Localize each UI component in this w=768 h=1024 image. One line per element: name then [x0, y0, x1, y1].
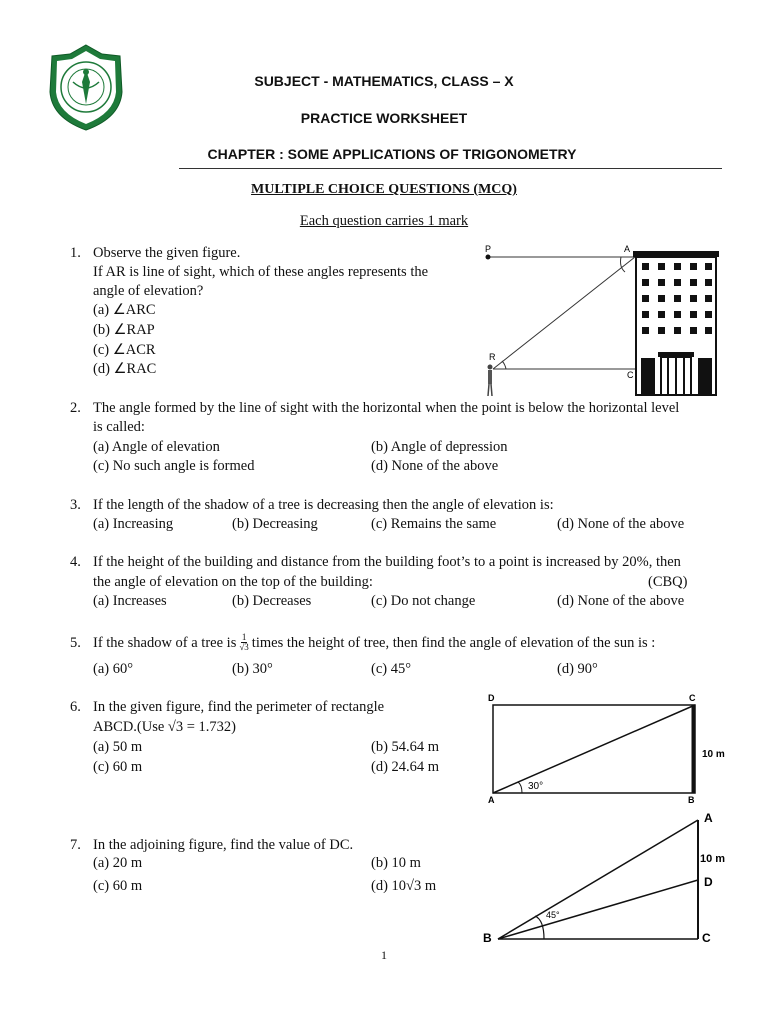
option-c: (c) No such angle is formed: [93, 458, 255, 474]
header-divider: [179, 168, 722, 169]
question-text: ABCD.(Use √3 = 1.732): [93, 719, 237, 735]
label-c: C: [689, 693, 696, 703]
question-tag: (CBQ): [648, 574, 688, 590]
question-text: the angle of elevation on the top of the building:: [93, 574, 373, 590]
question-text: In the given figure, find the perimeter of rectangle: [93, 699, 385, 715]
angle-label: 45°: [546, 910, 560, 920]
question-number: 4.: [70, 554, 81, 570]
option-a: (a) 20 m: [93, 855, 143, 871]
label-p: P: [485, 244, 492, 254]
question-number: 1.: [70, 245, 81, 261]
option-a: (a) Increasing: [93, 516, 174, 532]
option-c: (c) 60 m: [93, 878, 143, 894]
question-text: angle of elevation?: [93, 283, 204, 299]
option-b: (b) 10 m: [371, 855, 421, 871]
option-d: (d) None of the above: [371, 458, 499, 474]
building-icon: [633, 251, 719, 395]
marks-note: Each question carries 1 mark: [299, 213, 469, 229]
question-text: Observe the given figure.: [93, 245, 241, 261]
question-text: If the height of the building and distance from the building foot’s to a point is increased by 20%, then: [93, 554, 681, 570]
option-c: (c) Remains the same: [371, 516, 497, 532]
option-b: (b) Decreasing: [232, 516, 318, 532]
question-text: If AR is line of sight, which of these angles represents the: [93, 264, 429, 280]
question-text: In the adjoining figure, find the value of DC.: [93, 837, 354, 853]
option-b: (b) Angle of depression: [371, 439, 508, 455]
label-a: A: [488, 795, 495, 805]
label-b: B: [688, 795, 695, 805]
option-d: (d) None of the above: [557, 593, 685, 609]
person-icon: [488, 365, 493, 397]
fraction: 1 √3: [239, 632, 249, 652]
option-a: (a) 60°: [93, 661, 134, 677]
subject-title: SUBJECT - MATHEMATICS, CLASS – X: [254, 73, 514, 89]
option-b: (b) ∠RAP: [93, 322, 155, 338]
option-c: (c) ∠ACR: [93, 342, 156, 358]
side-label: 10 m: [700, 853, 726, 865]
page-number: 1: [381, 948, 387, 962]
label-a: A: [624, 244, 631, 254]
question-number: 3.: [70, 497, 81, 513]
angle-label: 30°: [528, 781, 544, 792]
option-c: (c) 60 m: [93, 759, 143, 775]
chapter-title: CHAPTER : SOME APPLICATIONS OF TRIGONOMETRY: [207, 146, 577, 162]
question-number: 5.: [70, 635, 81, 651]
label-c: C: [627, 370, 634, 380]
option-a: (a) 50 m: [93, 739, 143, 755]
label-d: D: [704, 875, 713, 889]
option-d: (d) 24.64 m: [371, 759, 440, 775]
triangle-figure: [480, 808, 740, 948]
question-text: If the shadow of a tree is 1 √3 times the height of tree, then find the angle of elevation of the sun is :: [93, 632, 656, 652]
option-c: (c) Do not change: [371, 593, 476, 609]
option-b: (b) 54.64 m: [371, 739, 440, 755]
side-label: 10 m: [702, 749, 725, 760]
building-figure: [478, 240, 728, 400]
question-number: 2.: [70, 400, 81, 416]
label-a: A: [704, 811, 713, 825]
label-d: D: [488, 693, 495, 703]
question-text: is called:: [93, 419, 145, 435]
question-number: 6.: [70, 699, 81, 715]
option-b: (b) Decreases: [232, 593, 312, 609]
option-a: (a) ∠ARC: [93, 302, 156, 318]
question-text: The angle formed by the line of sight with the horizontal when the point is below the horizontal level: [93, 400, 680, 416]
option-c: (c) 45°: [371, 661, 412, 677]
label-r: R: [489, 352, 496, 362]
option-a: (a) Increases: [93, 593, 167, 609]
option-b: (b) 30°: [232, 661, 273, 677]
option-d: (d) ∠RAC: [93, 361, 157, 377]
label-c: C: [702, 931, 711, 945]
rectangle-figure: [484, 690, 734, 808]
section-title: MULTIPLE CHOICE QUESTIONS (MCQ): [251, 182, 517, 197]
option-d: (d) 10√3 m: [371, 878, 437, 894]
option-d: (d) 90°: [557, 661, 598, 677]
option-a: (a) Angle of elevation: [93, 439, 220, 455]
option-d: (d) None of the above: [557, 516, 685, 532]
question-text: If the length of the shadow of a tree is decreasing then the angle of elevation is:: [93, 497, 554, 513]
label-b: B: [483, 931, 492, 945]
worksheet-title: PRACTICE WORKSHEET: [300, 110, 468, 126]
question-number: 7.: [70, 837, 81, 853]
